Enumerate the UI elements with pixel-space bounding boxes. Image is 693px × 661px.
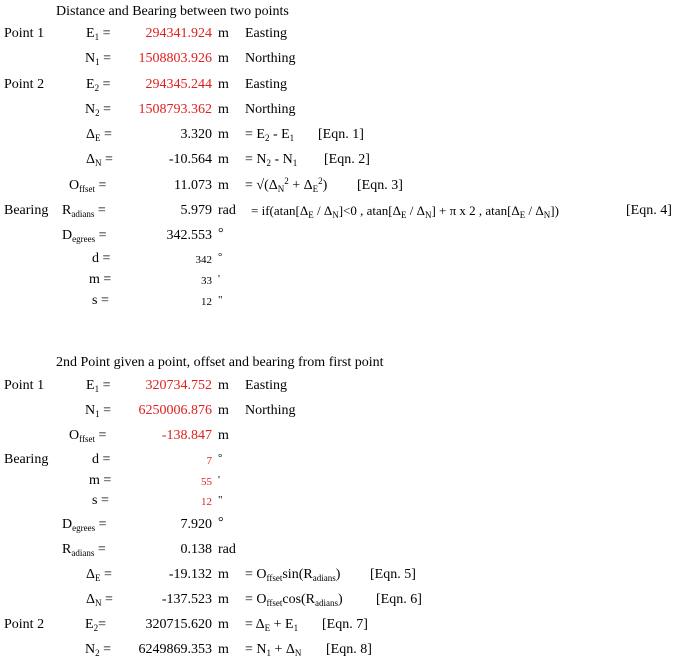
delta-n-symbol: $\Delta_N$ =: [86, 152, 113, 168]
s2-offset-unit: m: [218, 428, 229, 443]
s2-delta-e-symbol: $\Delta_E$ =: [86, 567, 112, 583]
m-value: 33: [201, 275, 212, 287]
s2-radians-unit: rad: [218, 542, 236, 557]
d-unit: °: [218, 251, 223, 263]
s-value: 12: [201, 296, 212, 308]
s2-delta-n-formula: = $O_{ffset}\cos(R_{adians})$: [245, 592, 343, 608]
s2-delta-e-eqn: [Eqn. 5]: [370, 567, 416, 582]
offset-symbol: $O_{ffset}$ =: [69, 178, 107, 194]
radians-symbol: $R_{adians}$ =: [62, 203, 106, 219]
n1-desc: Northing: [245, 51, 296, 66]
s2-bearing-label: Bearing: [4, 452, 49, 467]
s2-d-label: d =: [92, 452, 111, 467]
radians-unit: rad: [218, 203, 236, 218]
s2-d-value[interactable]: 7: [206, 455, 212, 467]
delta-n-unit: m: [218, 152, 229, 167]
delta-e-value: 3.320: [180, 127, 212, 142]
degrees-value: 342.553: [166, 228, 212, 243]
s2-n2-symbol: $N_2$ =: [85, 642, 112, 658]
delta-e-eqn: [Eqn. 1]: [318, 127, 364, 142]
radians-value: 5.979: [180, 203, 212, 218]
s2-m-label: m =: [89, 473, 112, 488]
s2-e2-formula: = $\Delta_E + E_1$: [245, 617, 299, 633]
e1-desc: Easting: [245, 26, 287, 41]
offset-formula: = $√(\Delta_N^2 + \Delta_E^2)$: [245, 176, 328, 194]
s2-n2-eqn: [Eqn. 8]: [326, 642, 372, 657]
s2-delta-n-value: -137.523: [161, 592, 212, 607]
offset-eqn: [Eqn. 3]: [357, 178, 403, 193]
n2-unit: m: [218, 102, 229, 117]
m-label: m =: [89, 272, 112, 287]
n2-value[interactable]: 1508793.362: [138, 102, 212, 117]
e1-unit: m: [218, 26, 229, 41]
s2-s-unit: ": [218, 494, 223, 506]
s2-delta-e-value: -19.132: [168, 567, 212, 582]
e2-desc: Easting: [245, 77, 287, 92]
radians-eqn: [Eqn. 4]: [626, 203, 672, 218]
e1-symbol: $E_1$ =: [86, 26, 111, 42]
s2-e1-unit: m: [218, 378, 229, 393]
s2-degrees-value: 7.920: [180, 517, 212, 532]
offset-value: 11.073: [174, 178, 212, 193]
s2-s-value[interactable]: 12: [201, 496, 212, 508]
delta-e-symbol: $\Delta_E$ =: [86, 127, 112, 143]
e2-unit: m: [218, 77, 229, 92]
s2-radians-symbol: $R_{adians}$ =: [62, 542, 106, 558]
s2-e2-unit: m: [218, 617, 229, 632]
e2-symbol: $E_2$ =: [86, 77, 111, 93]
d-label: d =: [92, 251, 111, 266]
bearing-label: Bearing: [4, 203, 49, 218]
s2-offset-value[interactable]: -138.847: [161, 428, 212, 443]
degrees-unit: °: [218, 226, 224, 241]
s2-n2-value: 6249869.353: [138, 642, 212, 657]
point2-label: Point 2: [4, 77, 45, 92]
offset-unit: m: [218, 178, 229, 193]
s2-point1-label: Point 1: [4, 378, 45, 393]
radians-formula: = $if(atan[\Delta_E / \Delta_N]<0$ , $atan[\Delta_E / \Delta_N] + \pi$ x 2 , $atan[\Delta_E / \Delta_N]$): [251, 203, 559, 220]
n2-desc: Northing: [245, 102, 296, 117]
s2-n1-symbol: $N_1$ =: [85, 403, 112, 419]
delta-e-formula: = $E_2 - E_1$: [245, 127, 295, 143]
s2-degrees-unit: °: [218, 515, 224, 530]
s2-n1-unit: m: [218, 403, 229, 418]
s-label: s =: [92, 293, 109, 308]
s2-s-label: s =: [92, 493, 109, 508]
n1-symbol: $N_1$ =: [85, 51, 112, 67]
s2-n2-formula: = $N_1 + \Delta_N$: [245, 642, 302, 658]
s2-m-unit: ': [218, 474, 220, 486]
s2-delta-e-unit: m: [218, 567, 229, 582]
point1-label: Point 1: [4, 26, 45, 41]
d-value: 342: [195, 254, 212, 266]
s2-m-value[interactable]: 55: [201, 476, 212, 488]
s2-delta-n-eqn: [Eqn. 6]: [376, 592, 422, 607]
s2-delta-n-unit: m: [218, 592, 229, 607]
n1-value[interactable]: 1508803.926: [138, 51, 212, 66]
s2-point2-label: Point 2: [4, 617, 45, 632]
n1-unit: m: [218, 51, 229, 66]
section1-title: Distance and Bearing between two points: [56, 4, 289, 19]
s2-e1-desc: Easting: [245, 378, 287, 393]
s2-n1-desc: Northing: [245, 403, 296, 418]
degrees-symbol: $D_{egrees}$ =: [62, 228, 107, 244]
e1-value[interactable]: 294341.924: [145, 26, 212, 41]
s2-n2-unit: m: [218, 642, 229, 657]
s2-e2-symbol: $E_2=$: [85, 617, 106, 633]
s2-e1-value[interactable]: 320734.752: [145, 378, 212, 393]
s2-e2-value: 320715.620: [145, 617, 212, 632]
s2-e2-eqn: [Eqn. 7]: [322, 617, 368, 632]
n2-symbol: $N_2$ =: [85, 102, 112, 118]
s2-radians-value: 0.138: [180, 542, 212, 557]
section2-title: 2nd Point given a point, offset and bearing from first point: [56, 355, 384, 370]
s2-delta-e-formula: = $O_{ffset}\sin(R_{adians})$: [245, 567, 341, 583]
delta-n-formula: = $N_2 - N_1$: [245, 152, 298, 168]
m-unit: ': [218, 273, 220, 285]
s2-n1-value[interactable]: 6250006.876: [138, 403, 212, 418]
s2-e1-symbol: $E_1$ =: [86, 378, 111, 394]
s2-delta-n-symbol: $\Delta_N$ =: [86, 592, 113, 608]
e2-value[interactable]: 294345.244: [145, 77, 212, 92]
s-unit: ": [218, 294, 223, 306]
delta-n-value: -10.564: [168, 152, 212, 167]
delta-n-eqn: [Eqn. 2]: [324, 152, 370, 167]
delta-e-unit: m: [218, 127, 229, 142]
s2-offset-symbol: $O_{ffset}$ =: [69, 428, 107, 444]
s2-degrees-symbol: $D_{egrees}$ =: [62, 517, 107, 533]
s2-d-unit: °: [218, 452, 223, 464]
